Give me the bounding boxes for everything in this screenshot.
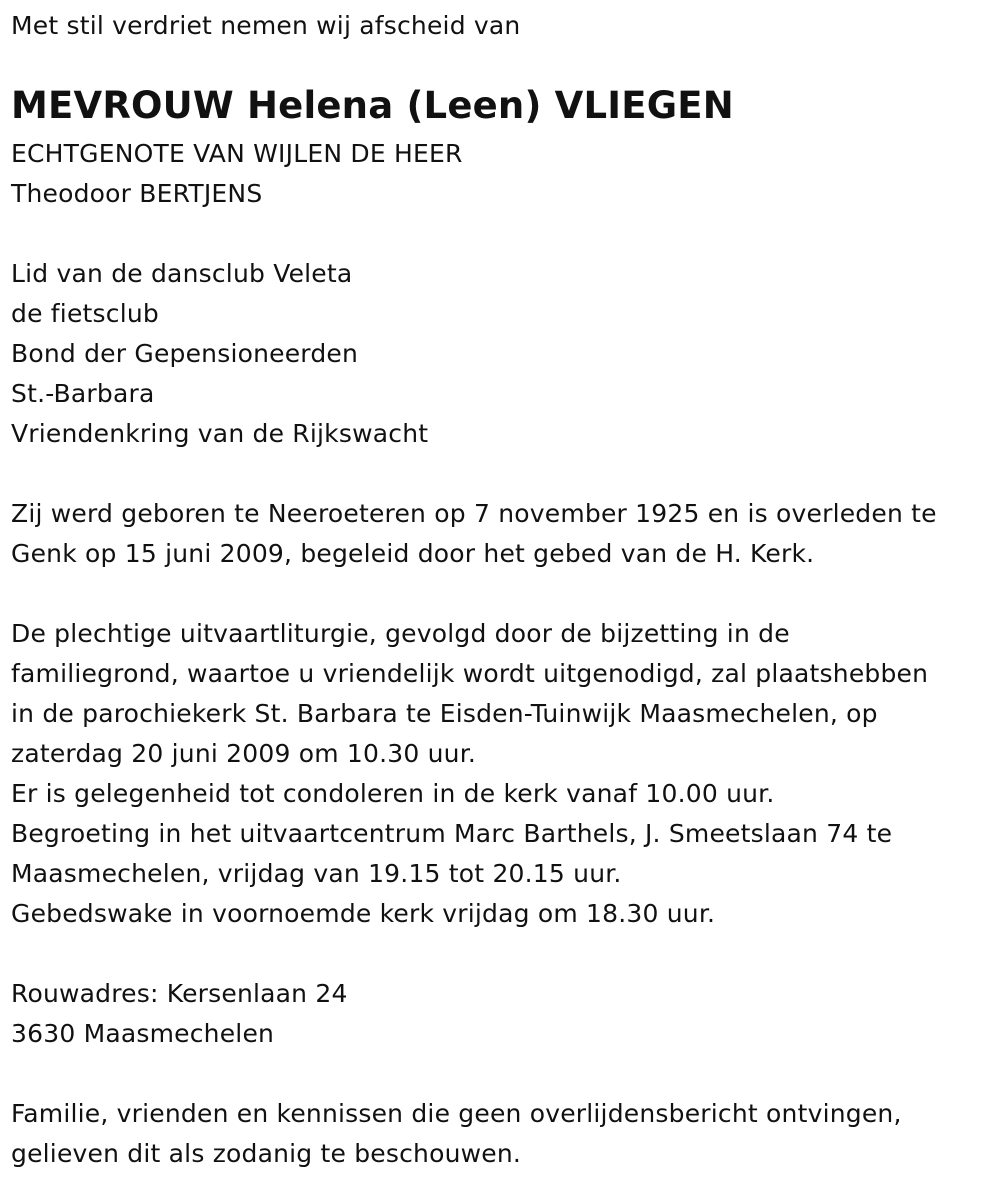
intro-text: Met stil verdriet nemen wij afscheid van	[11, 11, 521, 40]
paragraph-line: De plechtige uitvaartliturgie, gevolgd door de bijzetting in de	[11, 619, 790, 648]
address-city: 3630 Maasmechelen	[11, 1019, 275, 1048]
membership-item: Bond der Gepensioneerden	[11, 339, 359, 368]
closing-paragraph	[11, 1094, 902, 1174]
paragraph-line: Er is gelegenheid tot condoleren in de kerk vanaf 10.00 uur.	[11, 779, 775, 808]
paragraph-line: Begroeting in het uitvaartcentrum Marc Barthels, J. Smeetslaan 74 te	[11, 819, 893, 848]
membership-item: St.-Barbara	[11, 379, 155, 408]
paragraph-line: zaterdag 20 juni 2009 om 10.30 uur.	[11, 739, 477, 768]
spouse-section	[11, 134, 463, 214]
paragraph-line: Gebedswake in voornoemde kerk vrijdag om 18.30 uur.	[11, 899, 716, 928]
mourning-address	[11, 974, 348, 1054]
paragraph-line: Zij werd geboren te Neeroeteren op 7 november 1925 en is overleden te	[11, 499, 937, 528]
paragraph-line: in de parochiekerk St. Barbara te Eisden-Tuinwijk Maasmechelen, op	[11, 699, 878, 728]
service-paragraph	[11, 614, 928, 934]
address-street: Rouwadres: Kersenlaan 24	[11, 979, 348, 1008]
membership-item: Lid van de dansclub Veleta	[11, 259, 353, 288]
membership-item: de fietsclub	[11, 299, 159, 328]
birth-death-paragraph	[11, 494, 937, 574]
spouse-name: Theodoor BERTJENS	[11, 179, 263, 208]
paragraph-line: Maasmechelen, vrijdag van 19.15 tot 20.15 uur.	[11, 859, 622, 888]
membership-item: Vriendenkring van de Rijkswacht	[11, 419, 429, 448]
spouse-title: ECHTGENOTE VAN WIJLEN DE HEER	[11, 139, 463, 168]
memberships-section	[11, 254, 428, 454]
paragraph-line: Familie, vrienden en kennissen die geen overlijdensbericht ontvingen,	[11, 1099, 902, 1128]
paragraph-line: Genk op 15 juni 2009, begeleid door het gebed van de H. Kerk.	[11, 539, 815, 568]
deceased-name: MEVROUW Helena (Leen) VLIEGEN	[11, 84, 734, 127]
paragraph-line: familiegrond, waartoe u vriendelijk wordt uitgenodigd, zal plaatshebben	[11, 659, 929, 688]
paragraph-line: gelieven dit als zodanig te beschouwen.	[11, 1139, 522, 1168]
